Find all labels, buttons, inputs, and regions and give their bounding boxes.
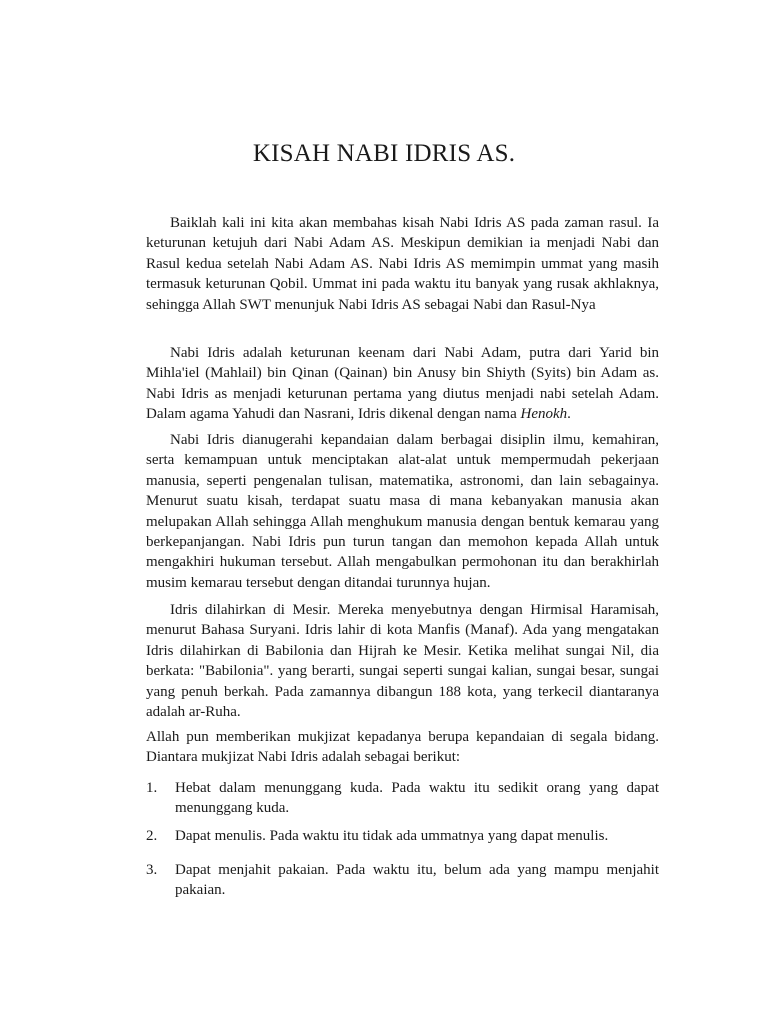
list-number: 2. — [146, 828, 158, 844]
list-item — [146, 860, 659, 901]
list-number: 1. — [146, 780, 158, 796]
list-number: 3. — [146, 862, 158, 878]
paragraph-2-end: . — [567, 406, 571, 423]
paragraph-5: Allah pun memberikan mukjizat kepadanya berupa kepandaian di segala bidang. Diantara mukjizat Nabi Idris adalah sebagai berikut: — [146, 729, 659, 766]
list-item — [146, 826, 659, 846]
list-text: Dapat menulis. Pada waktu itu tidak ada ummatnya yang dapat menulis. — [175, 828, 609, 844]
document-title: KISAH NABI IDRIS AS. — [252, 140, 516, 167]
henokh-italic: Henokh — [520, 406, 568, 423]
list-text: Hebat dalam menunggang kuda. Pada waktu itu sedikit orang yang dapat menunggang kuda. — [175, 780, 659, 817]
paragraph-1: Baiklah kali ini kita akan membahas kisah Nabi Idris AS pada zaman rasul. Ia keturunan ketujuh dari Nabi Adam AS. Meskipun demikian ia menjadi Nabi dan Rasul kedua setelah Nabi Adam AS. Nabi Idris AS memimpin ummat yang masih termasuk keturunan Qobil. Ummat ini pada waktu itu banyak yang rusak akhlaknya, sehingga Allah SWT menunjuk Nabi Idris AS sebagai Nabi dan Rasul-Nya — [146, 215, 659, 313]
paragraph-3: Nabi Idris dianugerahi kepandaian dalam berbagai disiplin ilmu, kemahiran, serta kemampuan untuk menciptakan alat-alat untuk mempermudah pekerjaan manusia, seperti pengenalan tulisan, matematika, astronomi, dan lain sebagainya. Menurut suatu kisah, terdapat suatu masa di mana kebanyakan manusia akan melupakan Allah sehingga Allah menghukum manusia dengan bentuk kemarau yang berkepanjangan. Nabi Idris pun turun tangan dan memohon kepada Allah untuk mengakhiri hukuman tersebut. Allah mengabulkan permohonan itu dan berakhirlah musim kemarau tersebut dengan ditandai turunnya hujan. — [146, 432, 659, 591]
list-text: Dapat menjahit pakaian. Pada waktu itu, belum ada yang mampu menjahit pakaian. — [175, 862, 659, 899]
paragraph-2 — [146, 343, 659, 425]
paragraph-4: Idris dilahirkan di Mesir. Mereka menyebutnya dengan Hirmisal Haramisah, menurut Bahasa Suryani. Idris lahir di kota Manfis (Manaf). Ada yang mengatakan Idris dilahirkan di Babilonia dan Hijrah ke Mesir. Ketika melihat sungai Nil, dia berkata: "Babilonia". yang berarti, sungai seperti sungai kalian, sungai besar, sungai yang penuh berkah. Pada zamannya dibangun 188 kota, yang terkecil diantaranya adalah ar-Ruha. — [146, 602, 659, 721]
paragraph-2-text: Nabi Idris adalah keturunan keenam dari Nabi Adam, putra dari Yarid bin Mihla'iel (Mahlail) bin Qinan (Qainan) bin Anusy bin Shiyth (Syits) bin Adam as. Nabi Idris as menjadi keturunan pertama yang diutus menjadi nabi setelah Adam. Dalam agama Yahudi dan Nasrani, Idris dikenal dengan nama — [146, 345, 659, 423]
list-item — [146, 778, 659, 819]
